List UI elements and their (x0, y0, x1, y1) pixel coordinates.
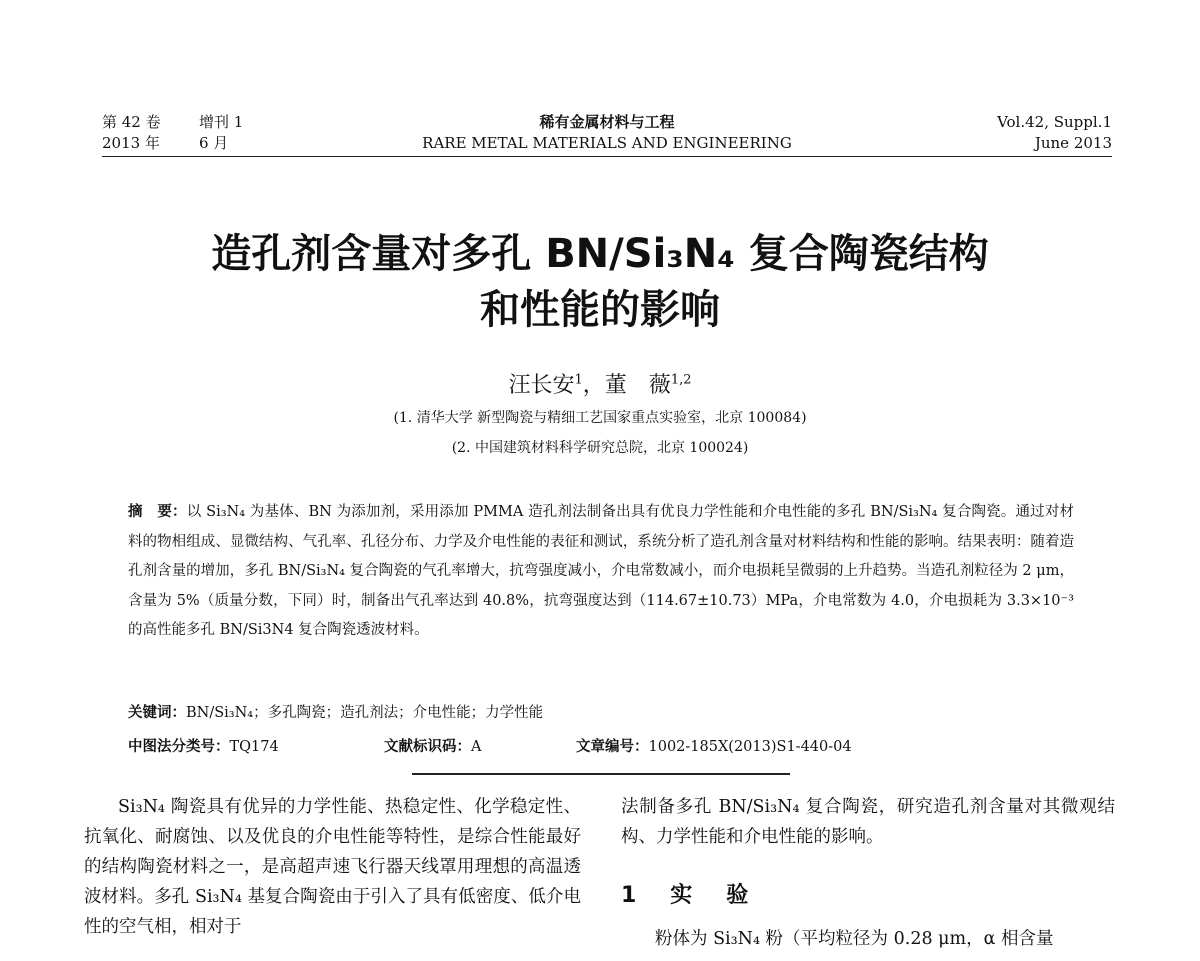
clc-label: 中图法分类号： (128, 739, 230, 755)
intro-paragraph: Si₃N₄ 陶瓷具有优异的力学性能、热稳定性、化学稳定性、抗氧化、耐腐蚀、以及优良的介电性能等特性，是综合性能最好的结构陶瓷材料之一，是高超声速飞行器天线罩用理想的高温透波材料。多孔 Si₃N₄ 基复合陶瓷由于引入了具有低密度、低介电性的空气相，相对于 (84, 797, 581, 937)
abstract (128, 498, 1074, 646)
affiliation-2: (2. 中国建筑材料科学研究总院，北京 100024) (451, 440, 749, 456)
month-cn: 6 月 (199, 134, 229, 152)
body-left-column (84, 792, 581, 942)
running-header (102, 112, 1112, 156)
keywords-label: 关键词： (128, 705, 186, 721)
keywords-text: BN/Si₃N₄；多孔陶瓷；造孔剂法；介电性能；力学性能 (186, 705, 544, 721)
article-number-label: 文章编号： (576, 739, 649, 755)
keywords (128, 701, 543, 722)
article-number (576, 735, 852, 756)
issue-cn: 增刊 1 (199, 113, 244, 131)
section-heading-experiment: 1 实 验 (621, 883, 755, 908)
document-code-value: A (471, 739, 482, 755)
abstract-label: 摘 要： (128, 504, 187, 520)
clc-value: TQ174 (229, 739, 279, 755)
year-cn: 2013 年 (102, 134, 160, 152)
author-list (0, 368, 1200, 399)
date-en: June 2013 (1034, 134, 1112, 152)
header-divider (102, 156, 1112, 157)
author-2-affiliation: 1,2 (670, 372, 692, 388)
document-code (384, 735, 481, 756)
paper-title-line-1: 造孔剂含量对多孔 BN/Si₃N₄ 复合陶瓷结构 (211, 231, 989, 277)
author-2: 董 薇 (604, 373, 671, 398)
abstract-divider (412, 773, 790, 775)
author-1: 汪长安 (508, 373, 575, 398)
paper-title-line-2: 和性能的影响 (480, 287, 720, 333)
author-1-affiliation: 1 (574, 372, 583, 388)
body-right-column (621, 792, 1115, 852)
intro-paragraph-continued: 法制备多孔 BN/Si₃N₄ 复合陶瓷，研究造孔剂含量对其微观结构、力学性能和介电性能的影响。 (621, 797, 1115, 847)
volume-en: Vol.42, Suppl.1 (997, 113, 1112, 131)
volume-cn: 第 42 卷 (102, 113, 161, 131)
journal-name-cn: 稀有金属材料与工程 (539, 113, 675, 131)
experiment-paragraph: 粉体为 Si₃N₄ 粉（平均粒径为 0.28 μm，α 相含量 (655, 929, 1054, 949)
affiliation-1: (1. 清华大学 新型陶瓷与精细工艺国家重点实验室，北京 100084) (393, 410, 807, 426)
abstract-text: 以 Si₃N₄ 为基体、BN 为添加剂，采用添加 PMMA 造孔剂法制备出具有优良力学性能和介电性能的多孔 BN/Si₃N₄ 复合陶瓷。通过对材料的物相组成、显微结构、气孔率、孔径分布、力学及介电性能的表征和测试，系统分析了造孔剂含量对材料结构和性能的影响。结果表明：随着造孔剂含量的增加，多孔 BN/Si₃N₄ 复合陶瓷的气孔率增大，抗弯强度减小，介电常数减小，而介电损耗呈微弱的上升趋势。当造孔剂粒径为 2 μm，含量为 5%（质量分数，下同）时，制备出气孔率达到 40.8%，抗弯强度达到（114.67±10.73）MPa，介电常数为 4.0，介电损耗为 3.3×10⁻³ 的高性能多孔 BN/Si3N4 复合陶瓷透波材料。 (128, 504, 1074, 638)
journal-name-en: RARE METAL MATERIALS AND ENGINEERING (422, 134, 792, 152)
author-separator: ， (582, 373, 605, 398)
article-number-value: 1002-185X(2013)S1-440-04 (648, 739, 852, 755)
document-code-label: 文献标识码： (384, 739, 471, 755)
clc-number (128, 735, 279, 756)
